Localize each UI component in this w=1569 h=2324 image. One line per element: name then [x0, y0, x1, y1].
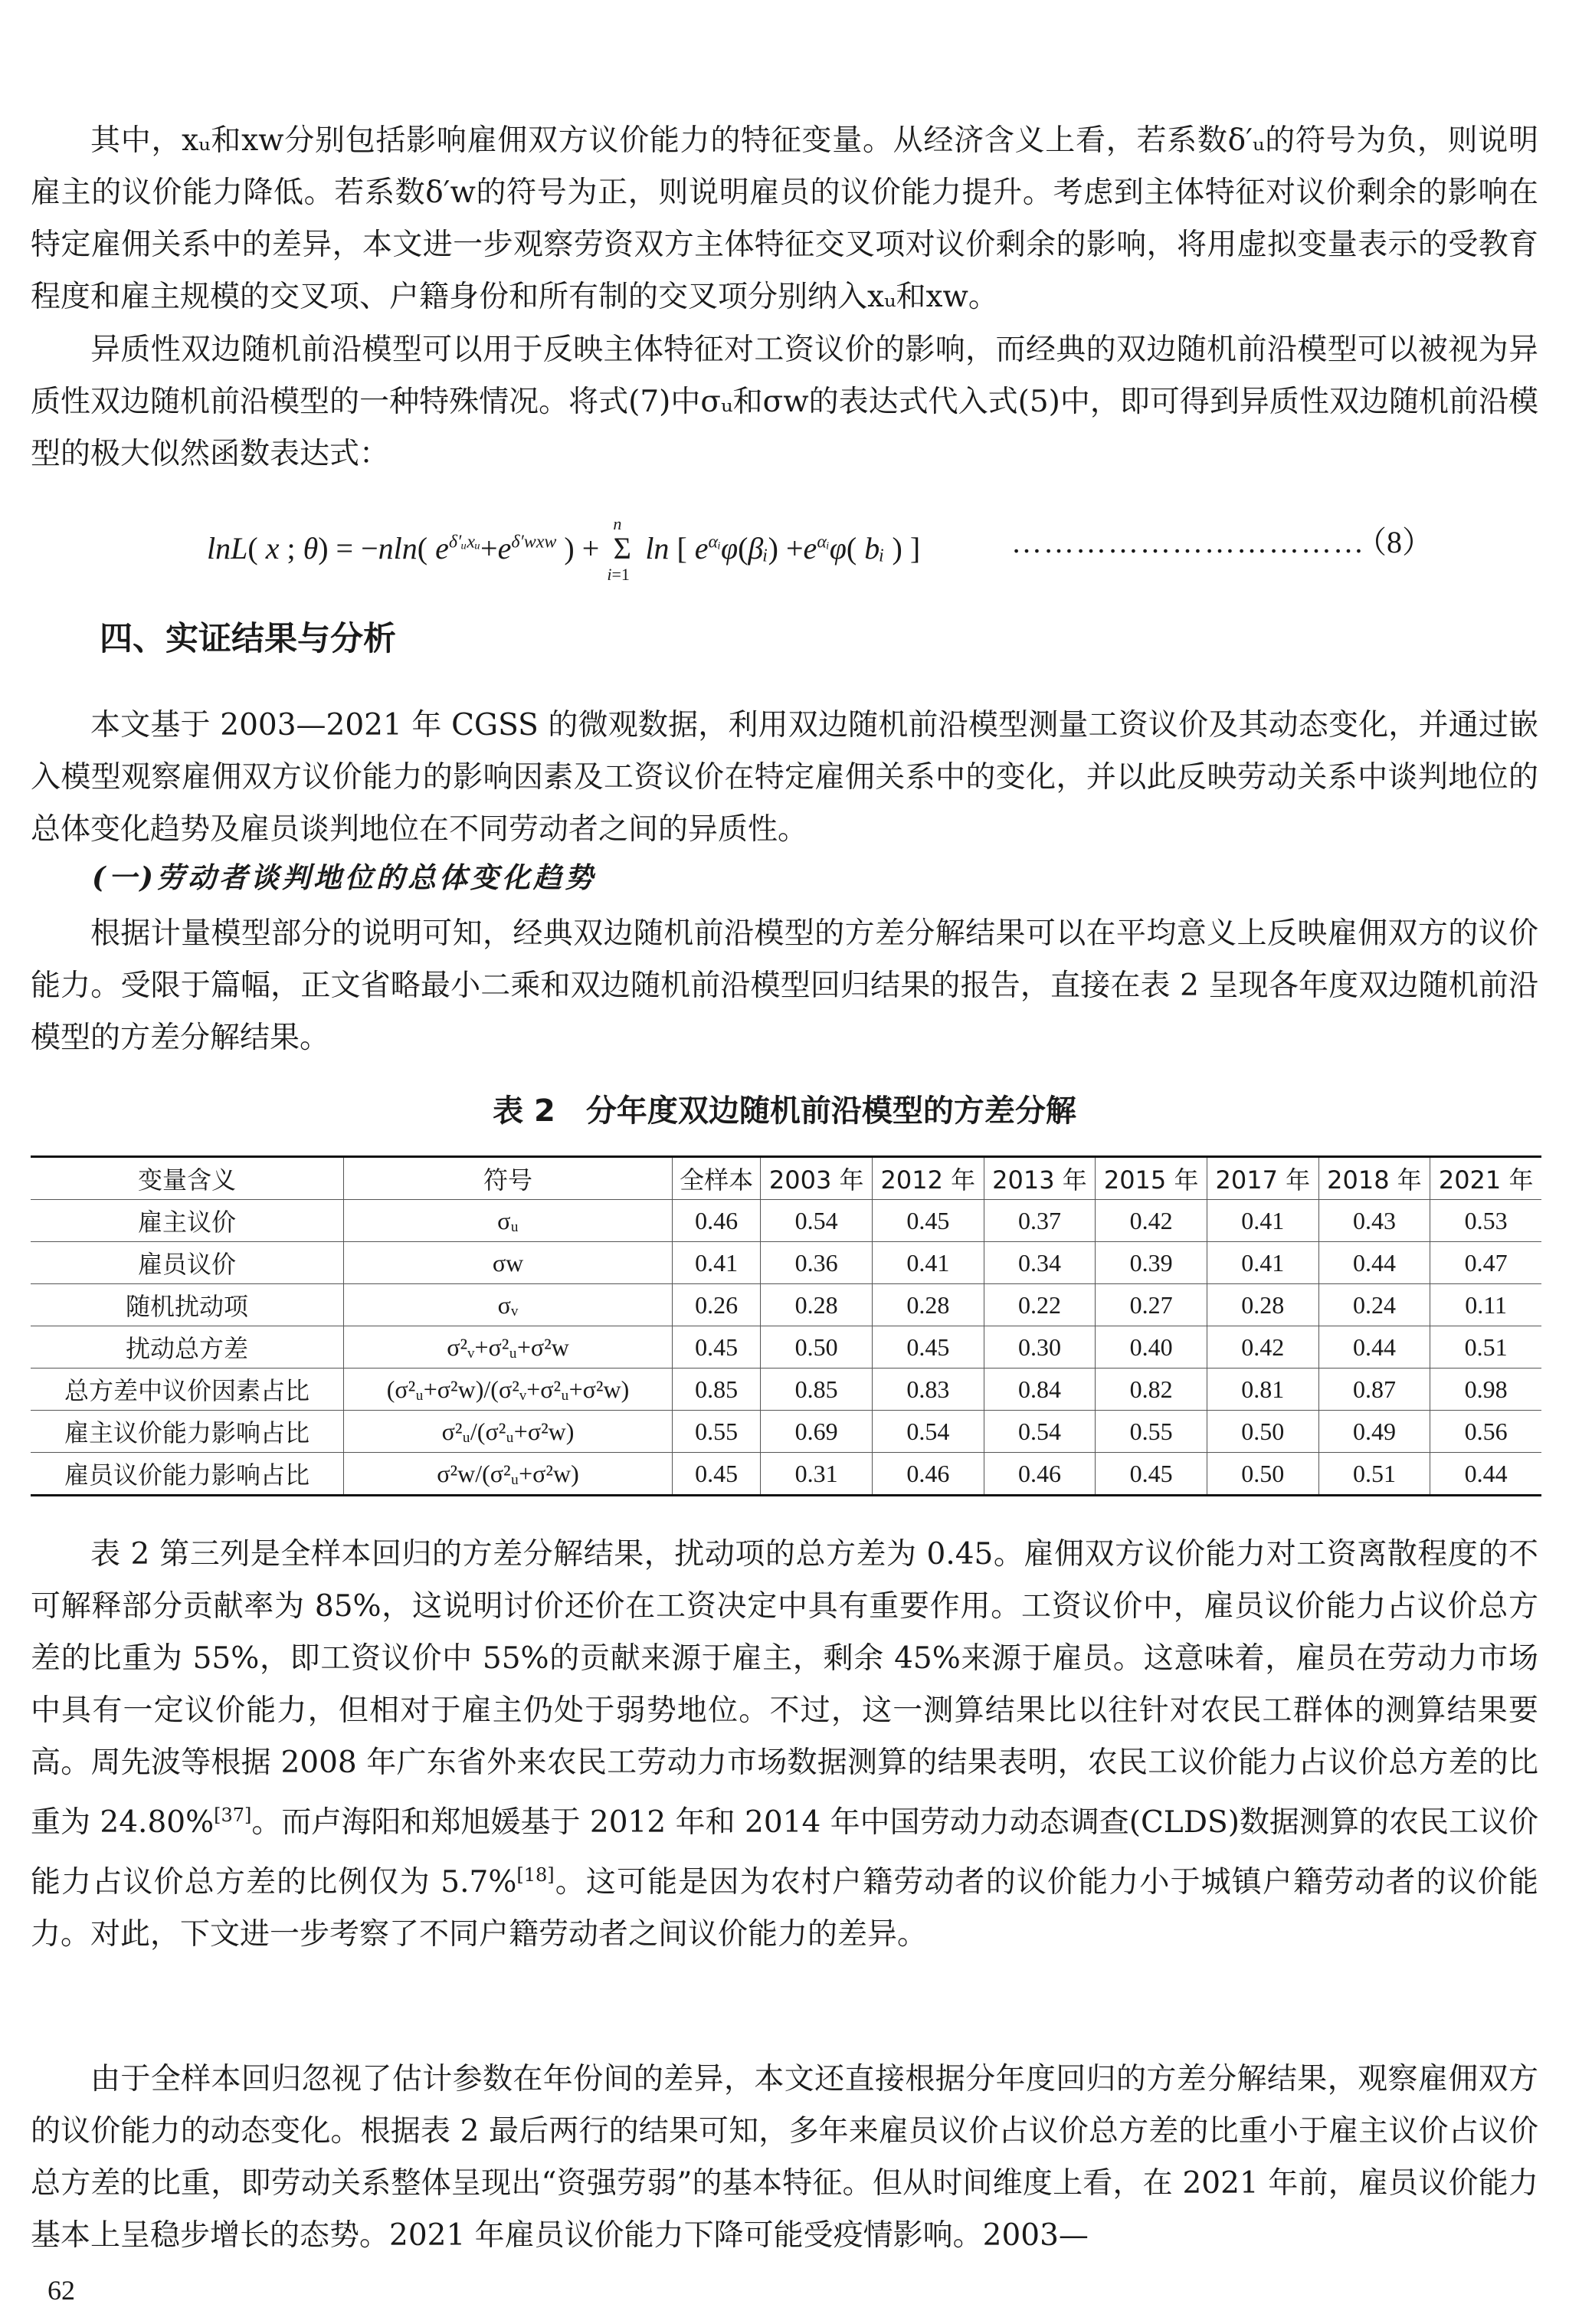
value-cell: 0.54 — [873, 1411, 984, 1453]
value-cell: 0.51 — [1430, 1326, 1541, 1369]
value-cell: 0.85 — [761, 1369, 873, 1411]
paragraph-full-sample-results — [31, 1529, 1538, 1961]
value-cell: 0.53 — [1430, 1200, 1541, 1242]
table-title: 表 2 分年度双边随机前沿模型的方差分解 — [493, 1093, 1076, 1129]
value-cell: 0.47 — [1430, 1242, 1541, 1284]
symbol-cell: σ²ᵥ+σ²ᵤ+σ²w — [344, 1326, 673, 1369]
paragraph-dynamic-change: 由于全样本回归忽视了估计参数在年份间的差异，本文还直接根据分年度回归的方差分解结果，观察雇佣双方的议价能力的动态变化。根据表 2 最后两行的结果可知，多年来雇员议价占议价总方差的比重小于雇主议价占议价总方差的比重，即劳动关系整体呈现出“资强劳弱”的基本特征。但从时间维度上看，在 2021 年前，雇员议价能力基本上呈稳步增长的态势。2021 年雇员议价能力下降可能受疫情影响。2003— — [31, 2062, 1538, 2253]
value-cell: 0.50 — [1207, 1411, 1318, 1453]
section-heading: 四、实证结果与分析 — [100, 620, 396, 658]
value-cell: 0.31 — [761, 1453, 873, 1496]
table-row — [31, 1453, 1541, 1496]
meaning-cell: 扰动总方差 — [31, 1326, 344, 1369]
value-cell: 0.45 — [1096, 1453, 1207, 1496]
header-cell: 2013 年 — [984, 1157, 1096, 1200]
value-cell: 0.98 — [1430, 1369, 1541, 1411]
table-row — [31, 1200, 1541, 1242]
value-cell: 0.44 — [1318, 1326, 1430, 1369]
value-cell: 0.36 — [761, 1242, 873, 1284]
table-header-row — [31, 1157, 1541, 1200]
header-cell: 符号 — [344, 1157, 673, 1200]
value-cell: 0.50 — [1207, 1453, 1318, 1496]
citation-37: [37] — [214, 1804, 252, 1826]
value-cell: 0.85 — [673, 1369, 761, 1411]
value-cell: 0.11 — [1430, 1284, 1541, 1326]
value-cell: 0.28 — [873, 1284, 984, 1326]
table-row — [31, 1369, 1541, 1411]
header-cell: 2012 年 — [873, 1157, 984, 1200]
value-cell: 0.50 — [761, 1326, 873, 1369]
value-cell: 0.26 — [673, 1284, 761, 1326]
paragraph-text: 。这可能是因为农村户籍劳动者的议价能力小于城镇户籍劳动者的议价能力。对此，下文进一步考察了不同户籍劳动者之间议价能力的差异。 — [31, 1865, 1538, 1952]
meaning-cell: 雇主议价 — [31, 1200, 344, 1242]
table-row — [31, 1284, 1541, 1326]
equation-number: （8） — [1356, 525, 1433, 559]
paragraph-variance-decomposition: 根据计量模型部分的说明可知，经典双边随机前沿模型的方差分解结果可以在平均意义上反映雇佣双方的议价能力。受限于篇幅，正文省略最小二乘和双边随机前沿模型回归结果的报告，直接在表 2 呈现各年度双边随机前沿模型的方差分解结果。 — [31, 916, 1538, 1055]
value-cell: 0.22 — [984, 1284, 1096, 1326]
subsection-heading: (一)劳动者谈判地位的总体变化趋势 — [92, 860, 597, 894]
header-cell: 2021 年 — [1430, 1157, 1541, 1200]
meaning-cell: 雇主议价能力影响占比 — [31, 1411, 344, 1453]
table-row — [31, 1326, 1541, 1369]
value-cell: 0.42 — [1207, 1326, 1318, 1369]
symbol-cell: σᵥ — [344, 1284, 673, 1326]
page-number: 62 — [47, 2275, 75, 2306]
symbol-cell: σ²ᵤ/(σ²ᵤ+σ²w) — [344, 1411, 673, 1453]
value-cell: 0.39 — [1096, 1242, 1207, 1284]
value-cell: 0.28 — [761, 1284, 873, 1326]
meaning-cell: 随机扰动项 — [31, 1284, 344, 1326]
value-cell: 0.83 — [873, 1369, 984, 1411]
value-cell: 0.30 — [984, 1326, 1096, 1369]
value-cell: 0.69 — [761, 1411, 873, 1453]
value-cell: 0.44 — [1430, 1453, 1541, 1496]
header-cell: 2017 年 — [1207, 1157, 1318, 1200]
value-cell: 0.41 — [673, 1242, 761, 1284]
value-cell: 0.46 — [673, 1200, 761, 1242]
variance-decomposition-table — [31, 1155, 1541, 1496]
value-cell: 0.45 — [873, 1200, 984, 1242]
table-row — [31, 1411, 1541, 1453]
header-cell: 变量含义 — [31, 1157, 344, 1200]
value-cell: 0.49 — [1318, 1411, 1430, 1453]
symbol-cell: σᵤ — [344, 1200, 673, 1242]
paragraph-text: 。而卢海阳和郑旭媛基于 2012 年和 2014 年中国劳动力动态调查(CLDS)数据测算的农民工议价能力占议价总方差的比例仅为 5.7% — [31, 1805, 1539, 1900]
paragraph-variables: 其中，xᵤ和xw分别包括影响雇佣双方议价能力的特征变量。从经济含义上看，若系数δ′ᵤ的符号为负，则说明雇主的议价能力降低。若系数δ′w的符号为正，则说明雇员的议价能力提升。考虑到主体特征对议价剩余的影响在特定雇佣关系中的差异，本文进一步观察劳资双方主体特征交叉项对议价剩余的影响，将用虚拟变量表示的受教育程度和雇主规模的交叉项、户籍身份和所有制的交叉项分别纳入xᵤ和xw。 — [31, 123, 1538, 314]
formula-dots: …………………………… — [1011, 525, 1365, 559]
value-cell: 0.44 — [1318, 1242, 1430, 1284]
value-cell: 0.46 — [984, 1453, 1096, 1496]
table-row — [31, 1242, 1541, 1284]
value-cell: 0.37 — [984, 1200, 1096, 1242]
header-cell: 2018 年 — [1318, 1157, 1430, 1200]
value-cell: 0.34 — [984, 1242, 1096, 1284]
value-cell: 0.45 — [873, 1326, 984, 1369]
header-cell: 全样本 — [673, 1157, 761, 1200]
value-cell: 0.51 — [1318, 1453, 1430, 1496]
header-cell: 2015 年 — [1096, 1157, 1207, 1200]
value-cell: 0.41 — [1207, 1242, 1318, 1284]
value-cell: 0.40 — [1096, 1326, 1207, 1369]
value-cell: 0.28 — [1207, 1284, 1318, 1326]
value-cell: 0.45 — [673, 1326, 761, 1369]
meaning-cell: 雇员议价能力影响占比 — [31, 1453, 344, 1496]
citation-18: [18] — [516, 1864, 555, 1886]
paragraph-text: 表 2 第三列是全样本回归的方差分解结果，扰动项的总方差为 0.45。雇佣双方议价能力对工资离散程度的不可解释部分贡献率为 85%，这说明讨价还价在工资决定中具有重要作用。工资议价中，雇员议价能力占议价总方差的比重为 55%，即工资议价中 55%的贡献来源于雇主，剩余 45%来源于雇员。这意味着，雇员在劳动力市场中具有一定议价能力，但相对于雇主仍处于弱势地位。不过，这一测算结果比以往针对农民工群体的测算结果要高。周先波等根据 2008 年广东省外来农民工劳动力市场数据测算的结果表明，农民工议价能力占议价总方差的比重为 24.80% — [31, 1537, 1538, 1840]
symbol-cell: (σ²ᵤ+σ²w)/(σ²ᵥ+σ²ᵤ+σ²w) — [344, 1369, 673, 1411]
likelihood-formula — [207, 514, 1540, 585]
formula-expression: lnL( x ; θ) = −nln( $e^{\delta'ᵤxᵤ}+e^{\delta'wxw}$ ) + n Σ i=1 ln [ $e^{\alpha ᵢ}\varphi(\beta ᵢ) +e^{\alpha ᵢ}\varphi$( bᵢ ) ] — [207, 514, 921, 585]
paragraph-heterogeneous-model: 异质性双边随机前沿模型可以用于反映主体特征对工资议价的影响，而经典的双边随机前沿模型可以被视为异质性双边随机前沿模型的一种特殊情况。将式(7)中σᵤ和σw的表达式代入式(5)中，即可得到异质性双边随机前沿模型的极大似然函数表达式： — [31, 333, 1538, 471]
value-cell: 0.42 — [1096, 1200, 1207, 1242]
value-cell: 0.84 — [984, 1369, 1096, 1411]
meaning-cell: 雇员议价 — [31, 1242, 344, 1284]
value-cell: 0.45 — [673, 1453, 761, 1496]
value-cell: 0.46 — [873, 1453, 984, 1496]
value-cell: 0.27 — [1096, 1284, 1207, 1326]
paragraph-data-source: 本文基于 2003—2021 年 CGSS 的微观数据，利用双边随机前沿模型测量工资议价及其动态变化，并通过嵌入模型观察雇佣双方议价能力的影响因素及工资议价在特定雇佣关系中的变化，并以此反映劳动关系中谈判地位的总体变化趋势及雇员谈判地位在不同劳动者之间的异质性。 — [31, 708, 1538, 847]
value-cell: 0.81 — [1207, 1369, 1318, 1411]
symbol-cell: σ²w/(σ²ᵤ+σ²w) — [344, 1453, 673, 1496]
value-cell: 0.41 — [1207, 1200, 1318, 1242]
value-cell: 0.55 — [1096, 1411, 1207, 1453]
value-cell: 0.24 — [1318, 1284, 1430, 1326]
value-cell: 0.56 — [1430, 1411, 1541, 1453]
value-cell: 0.82 — [1096, 1369, 1207, 1411]
summation-symbol: n Σ i=1 — [607, 514, 631, 585]
value-cell: 0.54 — [984, 1411, 1096, 1453]
symbol-cell: σw — [344, 1242, 673, 1284]
value-cell: 0.43 — [1318, 1200, 1430, 1242]
header-cell: 2003 年 — [761, 1157, 873, 1200]
value-cell: 0.87 — [1318, 1369, 1430, 1411]
meaning-cell: 总方差中议价因素占比 — [31, 1369, 344, 1411]
value-cell: 0.55 — [673, 1411, 761, 1453]
value-cell: 0.54 — [761, 1200, 873, 1242]
value-cell: 0.41 — [873, 1242, 984, 1284]
